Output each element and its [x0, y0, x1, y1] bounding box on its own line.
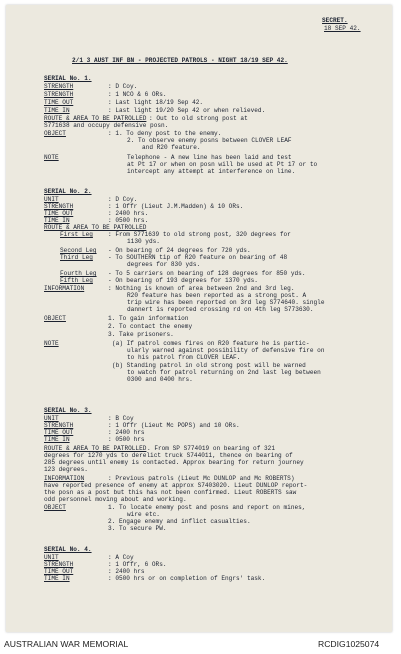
serial-1-value-3: : Last light 19/20 Sep 42 or when relieved. [108, 107, 266, 114]
document-page [6, 5, 392, 632]
serial-1-value-1: : 1 NCO & 6 ORs. [108, 91, 167, 98]
serial-1-value-8: and R20 feature. [142, 144, 201, 151]
serial-3-value-2: : 2400 hrs [108, 429, 145, 436]
serial-1-value-6: : 1. To deny post to the enemy. [108, 130, 222, 137]
serial-1-heading: SERIAL No. 1. [44, 75, 92, 82]
serial-2-value-8: - To SOUTHERN tip of R20 feature on bearing of 48 [108, 254, 288, 261]
serial-3-value-8: : Previous patrols (Lieut Mc DUNLOP and Mc ROBERTS) [108, 475, 295, 482]
serial-2-label-16: OBJECT [44, 315, 66, 322]
serial-1-label-0: STRENGTH [44, 83, 74, 90]
serial-2-label-19: NOTE [44, 340, 59, 347]
serial-2-value-1: : 1 Offr (Lieut J.M.Madden) & 10 ORs. [108, 203, 244, 210]
serial-2-label-4: ROUTE & AREA TO BE PATROLLED [44, 224, 147, 231]
serial-2-value-5: : From S771639 to old strong post, 320 degrees for [108, 231, 291, 238]
serial-3-heading: SERIAL No. 3. [44, 407, 92, 414]
serial-4-value-2: : 2400 hrs [108, 568, 145, 575]
serial-2-label-10: Fourth Leg [60, 270, 97, 277]
serial-4-value-1: : 1 Offr, 6 ORs. [108, 561, 167, 568]
serial-1-value-2: : Last light 18/19 Sep 42. [108, 99, 204, 106]
serial-4-value-0: : A Coy [108, 554, 134, 561]
serial-1-label-4: ROUTE & AREA TO BE PATROLLED [44, 115, 147, 122]
serial-2-value-19: (a) If patrol comes fires on R20 feature he is partic- [112, 340, 310, 347]
serial-2-value-18: 3. Take prisoners. [108, 331, 174, 338]
serial-2-value-10: - To 5 carriers on bearing of 128 degrees for 850 yds. [108, 270, 306, 277]
serial-1-label-2: TIME OUT [44, 99, 74, 106]
serial-1-value-11: intercept any attempt at interference on line. [127, 168, 296, 175]
serial-4-label-2: TIME OUT [44, 568, 74, 575]
serial-3-label-1: STRENGTH [44, 422, 74, 429]
serial-2-value-12: : Nothing is known of area between 2nd and 3rd leg. [108, 285, 295, 292]
serial-1-label-1: STRENGTH [44, 91, 74, 98]
serial-1-value-7: 2. To observe enemy posns between CLOVER LEAF [127, 137, 292, 144]
serial-3-label-8: INFORMATION [44, 475, 85, 482]
serial-2-label-2: TIME OUT [44, 210, 74, 217]
serial-3-label-3: TIME IN [44, 436, 70, 443]
serial-2-value-17: 2. To contact the enemy [108, 323, 193, 330]
serial-3-value-10: the posn as a post but this has not been confirmed. Lieut ROBERTS saw [44, 489, 297, 496]
serial-2-value-0: : D Coy. [108, 196, 138, 203]
serial-4-label-1: STRENGTH [44, 561, 74, 568]
serial-2-value-22: (b) Standing patrol in old strong post will be warned [112, 362, 306, 369]
serial-2-label-12: INFORMATION [44, 285, 85, 292]
serial-1-value-9: Telephone - A new line has been laid and test [127, 154, 292, 161]
serial-2-value-6: 1130 yds. [127, 238, 160, 245]
serial-2-value-13: R20 feature has been reported as a strong post. A [127, 292, 307, 299]
classification-mark: SECRET. [322, 17, 348, 24]
document-title: 2/1 3 AUST INF BN - PROJECTED PATROLS - NIGHT 18/19 SEP 42. [72, 57, 288, 64]
serial-3-value-12: 1. To locate enemy post and posns and report on mines, [108, 504, 306, 511]
archive-footer [0, 636, 401, 654]
serial-2-value-2: : 2400 hrs. [108, 210, 149, 217]
serial-3-label-4: ROUTE & AREA TO BE PATROLLED [44, 445, 147, 452]
serial-3-value-15: 3. To secure PW. [108, 525, 167, 532]
serial-3-value-11: odd personnel moving about and working. [44, 496, 187, 503]
serial-2-label-1: STRENGTH [44, 203, 74, 210]
serial-4-label-3: TIME IN [44, 575, 70, 582]
serial-3-value-9: have reported presence of enemy at approx S7403020. Lieut DUNLOP report- [44, 482, 308, 489]
serial-2-heading: SERIAL No. 2. [44, 188, 92, 195]
serial-3-value-0: : B Coy [108, 415, 134, 422]
document-date: 18 SEP 42. [324, 25, 361, 32]
serial-2-value-11: - On bearing of 193 degrees for 1370 yds. [108, 277, 258, 284]
serial-2-value-21: to his patrol from CLOVER LEAF. [127, 354, 241, 361]
serial-1-label-6: OBJECT [44, 130, 66, 137]
serial-1-value-10: at Pt 17 or when on posn will be used at Pt 17 or to [127, 161, 318, 168]
serial-3-value-4: . From SP S774019 on bearing of 321 [147, 445, 275, 452]
serial-2-label-3: TIME IN [44, 217, 70, 224]
serial-2-value-16: 1. To gain information [108, 315, 189, 322]
serial-2-value-24: 0300 and 0400 hrs. [127, 376, 193, 383]
serial-1-value-4: : Out to old strong post at [149, 115, 248, 122]
serial-4-label-0: UNIT [44, 554, 59, 561]
serial-2-value-9: degrees for 830 yds. [127, 261, 201, 268]
serial-2-label-11: Fifth Leg [60, 277, 93, 284]
serial-4-heading: SERIAL No. 4. [44, 546, 92, 553]
serial-4-value-3: : 0500 hrs or on completion of Engrs' task. [108, 575, 266, 582]
serial-2-value-14: trip wire has been reported on 3rd leg S774640. single [127, 299, 325, 306]
serial-2-label-8: Third Leg [60, 254, 93, 261]
serial-2-label-7: Second Leg [60, 247, 97, 254]
serial-3-label-0: UNIT [44, 415, 59, 422]
serial-2-value-20: ularly warned against possibility of defensive fire on [127, 347, 325, 354]
serial-3-value-14: 2. Engage enemy and inflict casualties. [108, 518, 251, 525]
serial-3-value-13: wire etc. [127, 511, 160, 518]
serial-3-label-2: TIME OUT [44, 429, 74, 436]
serial-3-value-6: 285 degrees until enemy is contacted. Approx bearing for return journey [44, 459, 304, 466]
serial-3-value-1: : 1 Offr (Lieut Mc POPS) and 10 ORs. [108, 422, 240, 429]
serial-3-label-12: OBJECT [44, 504, 66, 511]
serial-2-value-15: dannert is reported crossing rd on 4th leg S773630. [127, 306, 314, 313]
serial-2-label-0: UNIT [44, 196, 59, 203]
serial-1-value-5: S771638 and occupy defensive posn. [44, 122, 169, 129]
serial-2-value-3: : 0500 hrs. [108, 217, 149, 224]
serial-3-value-7: 123 degrees. [44, 466, 88, 473]
serial-3-value-3: : 0500 hrs [108, 436, 145, 443]
serial-1-label-3: TIME IN [44, 107, 70, 114]
serial-2-value-23: to watch for patrol returning on 2nd last leg between [127, 369, 321, 376]
serial-1-value-0: : D Coy. [108, 83, 138, 90]
serial-3-value-5: degrees for 1270 yds to derelict truck S744011, thence on bearing of [44, 452, 293, 459]
footer-archive-name: AUSTRALIAN WAR MEMORIAL [4, 639, 129, 649]
serial-2-value-7: - On bearing of 24 degrees for 720 yds. [108, 247, 251, 254]
footer-record-id: RCDIG1025074 [318, 639, 380, 649]
serial-1-label-9: NOTE [44, 154, 59, 161]
serial-2-label-5: First Leg [60, 231, 93, 238]
